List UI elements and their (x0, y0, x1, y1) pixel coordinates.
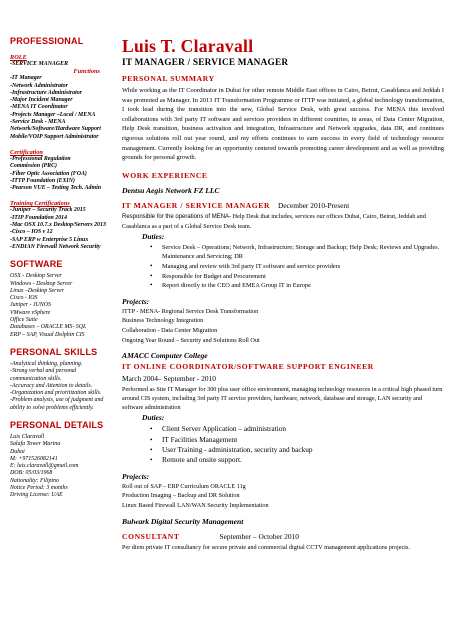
responsibility-text: Performed as Site IT Manager for 300 plus user office environment, managing technology resources in a critical high phased turn around CIS system, including 3rd party IT service providers, hardware, network, database and storage, LAN security and software administration (122, 386, 443, 412)
certification-label: Certification (10, 148, 43, 156)
list-item: Salafa Tower Marina (10, 441, 61, 448)
list-item: • Client Server Application – administration (150, 424, 444, 434)
list-item: -ITTP Foundation (EXIN) (10, 177, 75, 184)
list-item: Dubai (10, 448, 25, 455)
company-name: AMACC Computer College (122, 351, 208, 361)
list-item: Mobile/VOIP Support Administrator (10, 133, 99, 140)
list-item: • IT Facilities Management (150, 435, 444, 445)
skills-heading: PERSONAL SKILLS (10, 346, 98, 357)
summary-heading: PERSONAL SUMMARY (122, 74, 215, 83)
list-item: Ongoing Year Round – Security and Solutions Roll Out (122, 336, 260, 344)
sidebar (10, 36, 130, 508)
list-item: ability to solve problems efficiently. (10, 404, 94, 411)
role-line (122, 532, 444, 541)
candidate-name: Luis T. Claravall (122, 36, 254, 56)
experience-heading: WORK EXPERIENCE (122, 170, 208, 180)
list-item: Nationality: Filipino (10, 477, 59, 484)
list-item: • User Training - administration, security and backup (150, 445, 444, 455)
list-item: -Network Administrator (10, 82, 68, 89)
list-item: • Report directly to the CEO and EMEA Group IT in Europe (150, 281, 444, 291)
list-item: Commission (PRC) (10, 163, 57, 170)
skills-list (10, 361, 130, 412)
date-range: September – October 2010 (219, 531, 299, 541)
list-item: -SAP ERP w Enterprise 5 Linux (10, 236, 89, 243)
role-line (122, 201, 444, 210)
functions-list (10, 75, 130, 141)
list-item: communication skills. (10, 375, 62, 382)
email-text[interactable]: E: luis.claravall@gmail.com (10, 463, 79, 470)
list-item: Business Technology Integration (122, 317, 204, 325)
duties-label: Duties: (142, 231, 165, 241)
training-label: Training Certifications (10, 200, 70, 208)
list-item: DOB: 05/03/1968 (10, 470, 53, 477)
responsibility-text: Per diem private IT consultancy for secure private and commercial digital CCTV management applications projects. (122, 543, 410, 551)
list-item: -Fiber Optic Association (FOA) (10, 170, 87, 177)
list-item: • Managing and review with 3rd party IT software and service providers (150, 262, 444, 272)
list-item: M: +971526082141 (10, 455, 58, 462)
main-content (122, 36, 444, 552)
list-item: -ENDIAN Firewall Network Security (10, 243, 101, 250)
list-item: -Problem analysis, use of judgment and (10, 397, 104, 404)
company-name: Bulwark Digital Security Management (122, 516, 244, 526)
details-heading: PERSONAL DETAILS (10, 419, 104, 430)
list-item: -Cisco – IOS v 12 (10, 229, 53, 236)
list-item: Juniper - JUNOS (10, 302, 51, 309)
list-item: Office Suite (10, 317, 38, 324)
list-item: -Juniper – Security Track 2015 (10, 207, 86, 214)
projects-label: Projects: (122, 471, 150, 481)
list-item: -Analytical thinking, planning. (10, 360, 83, 367)
projects-label: Projects: (122, 296, 150, 306)
list-item: Luis Claravall (10, 433, 45, 440)
list-item: Notice Period: 3 months (10, 485, 68, 492)
role-title: IT MANAGER / SERVICE MANAGER (122, 200, 271, 210)
list-item: -Infrastructure Administrator (10, 89, 82, 96)
list-item: -Projects Manager –Local / MENA (10, 111, 96, 118)
duties-list (150, 243, 444, 291)
list-item: Collaboration - Data Center Migration (122, 326, 218, 334)
certification-list (10, 156, 130, 192)
projects-list (122, 482, 444, 511)
list-item: -Service Desk - MENA (10, 119, 66, 126)
responsibility-text (122, 212, 444, 231)
role-label: ROLE (10, 54, 27, 61)
list-item: ITTP - MENA- Regional Service Desk Transformation (122, 307, 259, 315)
list-item: -Mac OSX 10.7.x Desktop/Servers 2013 (10, 222, 106, 229)
list-item: Roll out of SAP – ERP Curriculum ORACLE 11g (122, 482, 246, 490)
list-item: Linux Based Firewall LAN/WAN Security Implementation (122, 501, 269, 509)
list-item: Databases – ORACLE MS- SQL (10, 324, 87, 331)
list-item: -Professional Regulation (10, 155, 71, 162)
list-item: -IT Manager (10, 75, 42, 82)
list-item: Linux –Desktop Server (10, 287, 64, 294)
company-name: Dentsu Aegis Network FZ LLC (122, 185, 220, 195)
projects-list (122, 307, 444, 345)
list-item: OSX - Desktop Server (10, 273, 62, 280)
list-item: VMware vSphere (10, 309, 51, 316)
software-heading: SOFTWARE (10, 259, 63, 270)
list-item: -Pearson VUE – Testing Tech. Admin (10, 185, 101, 192)
list-item: • Responsible for Budget and Procurement (150, 272, 444, 282)
list-item: -MENA IT Coordinator (10, 104, 68, 111)
software-list (10, 273, 130, 339)
summary-text: While working as the IT Coordinator in Dubai for other remote Middle East offices in Cairo, Beirut, Casablanca and Jeddah I was promoted as Manager. In 2013 IT Transformation Programme or ITTP was initiated, a global technology transformation, I took lead during the transition into the new, Global Service Desk, with great success. For MENA this involved collaborations with 3rd party IT software and services providers in different countries, in areas, of Data Center Migration, Help Desk transition, business activation and integration, Infrastructure and Network upgrades, data DR, and continues rigorous solutions roll out year round, and my efforts continues to earn success in every field of technology resource management. Currently looking for an opportunity centered towards promoting career development and as well as providing grounds for personal growth. (122, 87, 444, 162)
role-list (10, 61, 130, 68)
date-range: December 2010-Present (278, 200, 350, 210)
job-title: IT MANAGER / SERVICE MANAGER (122, 58, 289, 68)
list-item: -Strong verbal and personal (10, 368, 77, 375)
duties-label: Duties: (142, 413, 165, 423)
role-title: CONSULTANT (122, 531, 180, 541)
functions-label: Functions (73, 68, 100, 76)
date-range: March 2004– September - 2010 (122, 374, 217, 384)
responsibility-lead: Responsible for the operations of MENA- (122, 213, 232, 220)
list-item: Driving License: UAE (10, 492, 63, 499)
list-item: • Service Desk – Operations; Network, Infrastructure; Storage and Backup; Help Desk; Reviews and Upgrades. Maintenance and Servicing; DR (150, 243, 444, 262)
list-item: -Accuracy and Attention to details. (10, 382, 93, 389)
list-item: -SERVICE MANAGER (10, 61, 69, 67)
responsibility-rest: Help Desk that includes, services our offices Dubai, Cairo, Beirut, Jeddah and Casablanca as a part of a Global Service Desk team. (122, 212, 426, 230)
list-item: ERP – SAP, Visual Dolphin CIS (10, 331, 85, 338)
role-title: IT ONLINE COORDINATOR/SOFTWARE SUPPORT ENGINEER (122, 362, 374, 372)
details-list (10, 434, 130, 500)
list-item: -Major Incident Manager (10, 97, 73, 104)
duties-list (150, 424, 444, 466)
list-item: Production Imaging – Backup and DR Solution (122, 492, 240, 500)
list-item: Cisco - IOS (10, 295, 38, 302)
list-item: -ITIP Foundation 2014 (10, 214, 68, 221)
list-item: Network/Software/Hardware Support (10, 126, 101, 133)
list-item: Windows - Desktop Server (10, 280, 73, 287)
list-item: • Remote and onsite support. (150, 455, 444, 465)
professional-heading: PROFESSIONAL (10, 36, 84, 46)
list-item: -Organization and prioritization skills. (10, 390, 102, 397)
training-list (10, 207, 130, 251)
